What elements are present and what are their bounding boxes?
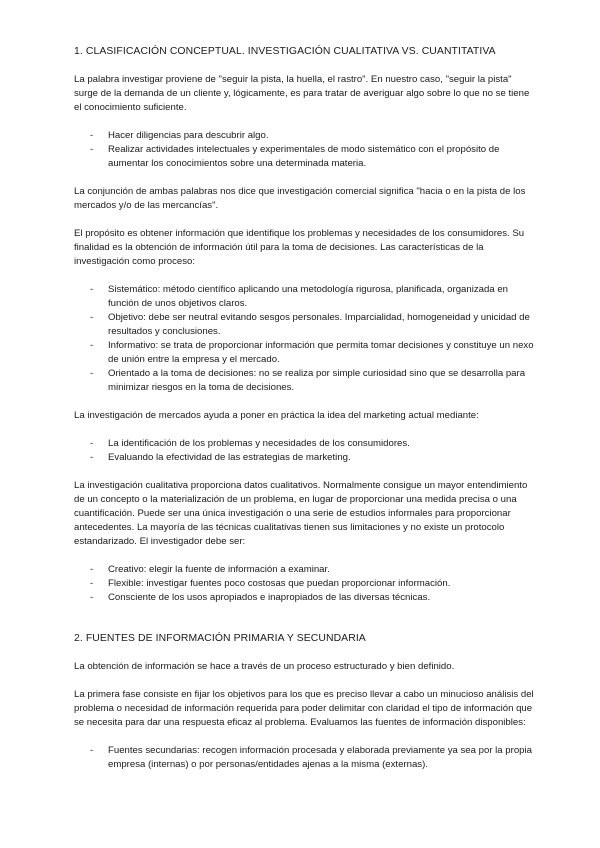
list-item-text: Flexible: investigar fuentes poco costosas que puedan proporcionar información. (108, 578, 451, 589)
section-1-paragraph-5: La investigación cualitativa proporciona datos cualitativos. Normalmente consigue un mayor entendimiento de un concepto o la materialización de un problema, en lugar de proporcionar una medida precisa o una cuantificación. Puede ser una única investigación o una serie de estudios informales para proporcionar antecedentes. La mayoría de las técnicas cualitativas tienen sus limitaciones y no existe un protocolo estandarizado. El investigador debe ser: (74, 480, 528, 547)
section-1-list-1 (74, 129, 538, 171)
list-item-text: Informativo: se trata de proporcionar información que permita tomar decisiones y constituye un nexo de unión entre la empresa y el mercado. (108, 340, 534, 365)
list-item-text: Creativo: elegir la fuente de información a examinar. (108, 564, 330, 575)
list-item-text: Fuentes secundarias: recogen información procesada y elaborada previamente ya sea por la propia empresa (internas) o por personas/entidades ajenas a la misma (externas). (108, 745, 532, 770)
list-item-text: Realizar actividades intelectuales y experimentales de modo sistemático con el propósito de aumentar los conocimientos sobre una determinada materia. (108, 144, 500, 169)
list-item-text: Evaluando la efectividad de las estrategias de marketing. (108, 452, 351, 463)
bullet-dash: - (90, 130, 94, 141)
section-1-list-4 (74, 563, 538, 605)
section-2-title: 2. FUENTES DE INFORMACIÓN PRIMARIA Y SECUNDARIA (74, 633, 366, 644)
list-item (74, 283, 538, 311)
bullet-dash: - (90, 592, 94, 603)
bullet-dash: - (90, 438, 94, 449)
list-item (74, 563, 538, 577)
bullet-dash: - (90, 144, 94, 155)
section-1-paragraph-1: La palabra investigar proviene de "seguir la pista, la huella, el rastro". En nuestro caso, "seguir la pista" surge de la demanda de un cliente y, lógicamente, es para tratar de averiguar algo sobre lo que no se tiene el conocimiento suficiente. (74, 74, 530, 113)
list-item (74, 339, 538, 367)
list-item (74, 591, 538, 605)
list-item (74, 451, 538, 465)
bullet-dash: - (90, 340, 94, 351)
list-item-text: Hacer diligencias para descubrir algo. (108, 130, 269, 141)
section-2-list-1 (74, 744, 538, 772)
bullet-dash: - (90, 312, 94, 323)
list-item-text: Consciente de los usos apropiados e inapropiados de las diversas técnicas. (108, 592, 431, 603)
bullet-dash: - (90, 745, 94, 756)
list-item (74, 437, 538, 451)
section-1-title: 1. CLASIFICACIÓN CONCEPTUAL. INVESTIGACIÓN CUALITATIVA VS. CUANTITATIVA (74, 46, 496, 57)
list-item-text: La identificación de los problemas y necesidades de los consumidores. (108, 438, 410, 449)
list-item-text: Sistemático: método científico aplicando una metodología rigurosa, planificada, organizada en función de unos objetivos claros. (108, 284, 508, 309)
list-item (74, 577, 538, 591)
list-item (74, 367, 538, 395)
list-item-text: Objetivo: debe ser neutral evitando sesgos personales. Imparcialidad, homogeneidad y unicidad de resultados y conclusiones. (108, 312, 530, 337)
list-item-text: Orientado a la toma de decisiones: no se realiza por simple curiosidad sino que se desarrolla para minimizar riesgos en la toma de decisiones. (108, 368, 526, 393)
list-item (74, 311, 538, 339)
bullet-dash: - (90, 564, 94, 575)
section-1-paragraph-4: La investigación de mercados ayuda a poner en práctica la idea del marketing actual mediante: (74, 410, 479, 421)
section-2-paragraph-2: La primera fase consiste en fijar los objetivos para los que es preciso llevar a cabo un minucioso análisis del problema o necesidad de información requerida para poder delimitar con claridad el tipo de información que se necesita para dar una respuesta eficaz al problema. Evaluamos las fuentes de información disponibles: (74, 689, 534, 728)
bullet-dash: - (90, 452, 94, 463)
bullet-dash: - (90, 368, 94, 379)
section-2-paragraph-1: La obtención de información se hace a través de un proceso estructurado y bien definido. (74, 661, 455, 672)
bullet-dash: - (90, 578, 94, 589)
section-1-paragraph-2: La conjunción de ambas palabras nos dice que investigación comercial significa "hacia o en la pista de los mercados y/o de las mercancías". (74, 186, 526, 211)
list-item (74, 129, 538, 143)
list-item (74, 143, 538, 171)
section-1-list-3 (74, 437, 538, 465)
section-1-list-2 (74, 283, 538, 395)
section-1-paragraph-3: El propósito es obtener información que identifique los problemas y necesidades de los consumidores. Su finalidad es la obtención de información útil para la toma de decisiones. Las características de la investigación como proceso: (74, 228, 525, 267)
list-item (74, 744, 538, 772)
bullet-dash: - (90, 284, 94, 295)
